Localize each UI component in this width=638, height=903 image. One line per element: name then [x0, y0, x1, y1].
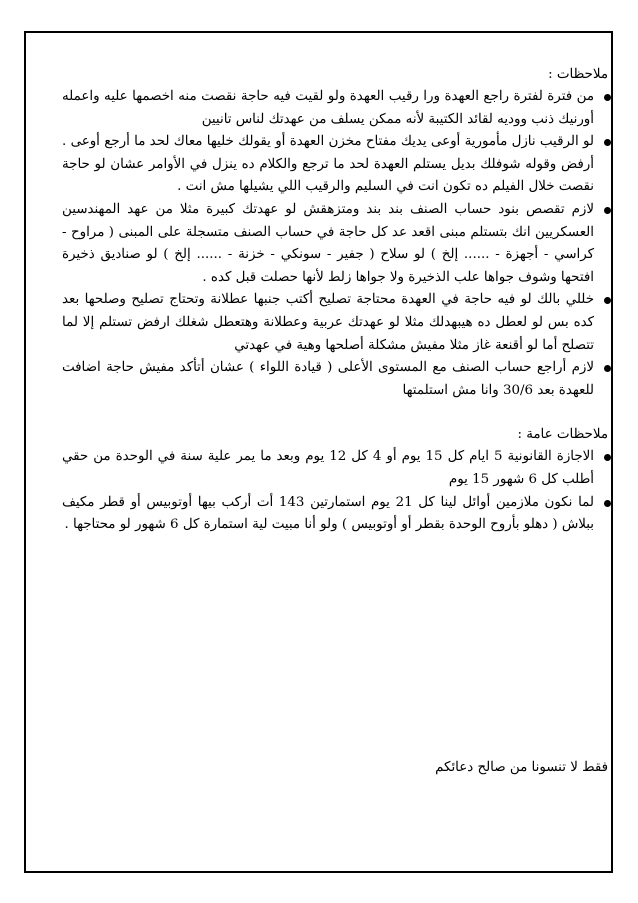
note-text: من فترة لفترة راجع العهدة ورا رقيب العهدة ولو لقيت فيه حاجة نقصت منه اخصمها عليه واعمله أورنيك ذنب ووديه لقائد الكتيبة لأنه ممكن يسلف من عهدتك لناس تانيين — [62, 89, 594, 127]
general-notes-list — [62, 446, 608, 536]
notes-list — [62, 86, 608, 402]
list-item — [62, 86, 608, 131]
bullet-icon — [604, 500, 611, 507]
list-item — [62, 289, 608, 357]
note-text: لو الرقيب نازل مأمورية أوعى يديك مفتاح مخزن العهدة أو يقولك خليها معاك لحد ما أرجع أوعى . أرفض وقوله شوفلك بديل يستلم العهدة لحد ما ترجع والكلام ده ينزل في الأوامر عشان لو حاجة نقصت خلال الفيلم ده تكون انت في السليم والرقيب اللي يشيلها مش انت . — [62, 134, 594, 195]
document-body — [62, 64, 608, 537]
general-note-text: لما نكون ملازمين أوائل لينا كل 21 يوم استمارتين 143 أت أركب بيها أوتوبيس أو قطر مكيف ببلاش ( دهلو بأروح الوحدة بقطر أو أوتوبيس ) ولو أنا مبيت لية استمارة كل 6 شهور لو محتاجها . — [62, 494, 594, 533]
general-note-text: الاجازة القانونية 5 ايام كل 15 يوم أو 4 كل 12 يوم وبعد ما يمر علية سنة في الوحدة من حقي أطلب كل 6 شهور 15 يوم — [62, 449, 594, 487]
general-notes-heading: ملاحظات عامة : — [517, 427, 608, 443]
list-item — [62, 357, 608, 402]
list-item — [62, 199, 608, 289]
list-item — [62, 131, 608, 199]
note-text: خللي بالك لو فيه حاجة في العهدة محتاجة تصليح أكتب جنبها عطلانة وتحتاج تصليح وصلحها بعد كده بس لو لعطل ده هيبهدلك مثلا لو عهدتك عربية وعطلانة وهتعطل شغلك ارفض تستلم إلا لما تتصلح أما لو أقنعة غاز مثلا مفيش مشكلة أصلحها وهية في عهدتي — [62, 292, 594, 353]
notes-heading: ملاحظات : — [548, 67, 608, 82]
bullet-icon — [604, 94, 611, 101]
list-item — [62, 446, 608, 491]
note-text: لازم تقصص بنود حساب الصنف بند بند ومتزهقش لو عهدتك كبيرة مثلا من عهد المهندسين العسكريين انك بتستلم مبنى اقعد عد كل حاجة في حساب الصنف متسجلة على المبنى ( مراوح - كراسي - أجهزة - ...... إلخ ) لو سلاح ( جفير - سونكي - خزنة - ...... إلخ ) لو صناديق ذخيرة افتحها وشوف جواها علب الذخيرة ولا جواها زلط لأنها حصلت قبل كده . — [62, 201, 594, 285]
note-text: لازم أراجع حساب الصنف مع المستوى الأعلى ( قيادة اللواء ) عشان أتأكد مفيش حاجة اضافت للعهدة بعد 30/6 وانا مش استلمتها — [62, 360, 594, 398]
list-item — [62, 492, 608, 537]
closing-line: فقط لا تنسونا من صالح دعائكم — [435, 760, 608, 775]
bullet-icon — [604, 207, 611, 214]
